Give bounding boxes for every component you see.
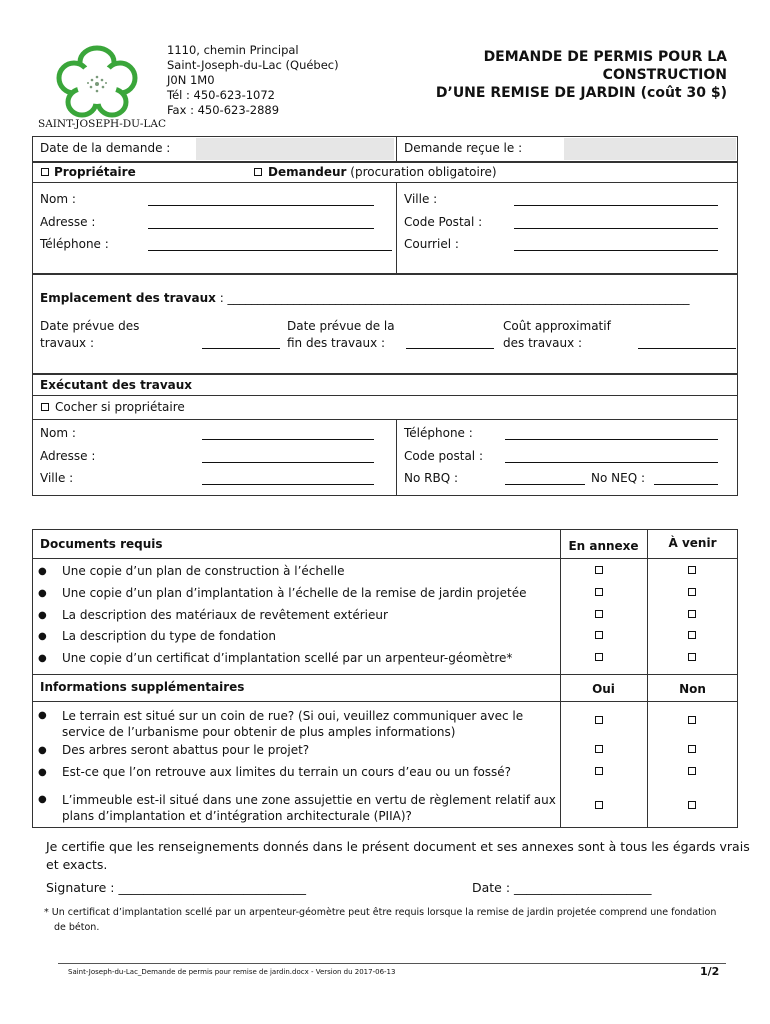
cost-label-line: Coût approximatif — [503, 319, 611, 333]
divider — [32, 419, 738, 420]
address-line: Saint-Joseph-du-Lac (Québec) — [167, 58, 339, 72]
end-date-label-line: fin des travaux : — [287, 336, 386, 350]
footer-divider — [58, 963, 726, 964]
contractor-owner-label: Cocher si propriétaire — [55, 400, 185, 414]
contractor-rbq-label: No RBQ : — [404, 471, 459, 485]
contractor-name-label: Nom : — [40, 426, 76, 440]
signature-field[interactable]: Signature : ______________________________ — [46, 880, 306, 895]
oui-checkbox[interactable] — [595, 745, 603, 753]
venir-checkbox[interactable] — [688, 631, 696, 639]
page-title — [372, 48, 727, 102]
question-line: L’immeuble est-il situé dans une zone assujettie en vertu de règlement relatif aux — [62, 793, 556, 807]
owner-phone-label: Téléphone : — [40, 237, 109, 251]
oui-checkbox[interactable] — [595, 767, 603, 775]
document-item: Une copie d’un certificat d’implantation scellé par un arpenteur-géomètre* — [62, 651, 513, 665]
title-line: D’UNE REMISE DE JARDIN (coût 30 $) — [435, 85, 727, 101]
bullet: ● — [38, 653, 47, 664]
contractor-postal-label: Code postal : — [404, 449, 483, 463]
non-checkbox[interactable] — [688, 716, 696, 724]
contractor-address-field[interactable] — [202, 462, 374, 463]
request-date-field[interactable] — [196, 138, 394, 160]
divider — [32, 701, 738, 702]
divider — [396, 419, 397, 496]
contractor-owner-checkbox[interactable] — [41, 403, 49, 411]
document-item: Une copie d’un plan d’implantation à l’échelle de la remise de jardin projetée — [62, 586, 527, 600]
start-date-field[interactable] — [202, 348, 280, 349]
received-date-field[interactable] — [564, 138, 736, 160]
owner-city-field[interactable] — [514, 205, 718, 206]
document-item: La description des matériaux de revêtement extérieur — [62, 608, 388, 622]
contractor-phone-field[interactable] — [505, 439, 718, 440]
venir-checkbox[interactable] — [688, 566, 696, 574]
annexe-checkbox[interactable] — [595, 653, 603, 661]
location-field: : _____________________________________________________________________________ — [219, 291, 690, 305]
col-a-venir: À venir — [668, 536, 717, 550]
municipality-logo — [52, 44, 142, 120]
address-line: Tél : 450-623-1072 — [167, 88, 275, 102]
bullet: ● — [38, 767, 47, 778]
bullet: ● — [38, 631, 47, 642]
question-item: Est-ce que l’on retrouve aux limites du terrain un cours d’eau ou un fossé? — [62, 765, 512, 779]
bullet: ● — [38, 710, 47, 721]
end-date-field[interactable] — [406, 348, 494, 349]
request-date-label: Date de la demande : — [40, 141, 171, 155]
document-item: La description du type de fondation — [62, 629, 276, 643]
question-item: Des arbres seront abattus pour le projet? — [62, 743, 310, 757]
oui-checkbox[interactable] — [595, 801, 603, 809]
owner-checkbox[interactable] — [41, 168, 49, 176]
question-line: service de l’urbanisme pour obtenir de plus amples informations) — [62, 725, 456, 739]
applicant-note: (procuration obligatoire) — [350, 165, 497, 179]
annexe-checkbox[interactable] — [595, 588, 603, 596]
received-date-label: Demande reçue le : — [404, 141, 523, 155]
owner-email-field[interactable] — [514, 250, 718, 251]
non-checkbox[interactable] — [688, 801, 696, 809]
contractor-heading: Exécutant des travaux — [40, 378, 193, 392]
start-date-label-line: Date prévue des — [40, 319, 140, 333]
footnote — [44, 905, 716, 935]
bullet: ● — [38, 794, 47, 805]
cost-label-line: des travaux : — [503, 336, 583, 350]
owner-name-label: Nom : — [40, 192, 76, 206]
contractor-phone-label: Téléphone : — [404, 426, 473, 440]
annexe-checkbox[interactable] — [595, 610, 603, 618]
col-non: Non — [679, 682, 706, 696]
owner-city-label: Ville : — [404, 192, 438, 206]
contractor-city-field[interactable] — [202, 484, 374, 485]
end-date-label-line: Date prévue de la — [287, 319, 395, 333]
col-oui: Oui — [592, 682, 615, 696]
contractor-neq-field[interactable] — [654, 484, 718, 485]
divider — [32, 558, 738, 559]
contractor-neq-label: No NEQ : — [591, 471, 645, 485]
contractor-name-field[interactable] — [202, 439, 374, 440]
bullet: ● — [38, 588, 47, 599]
footnote-line: * Un certificat d’implantation scellé par un arpenteur-géomètre peut être requis lorsque la remise de jardin projetée comprend une fondation — [44, 907, 717, 918]
col-en-annexe: En annexe — [568, 539, 639, 553]
owner-name-field[interactable] — [148, 205, 374, 206]
divider — [647, 529, 648, 828]
question-item — [62, 792, 556, 824]
title-line: DEMANDE DE PERMIS POUR LA CONSTRUCTION — [483, 49, 727, 83]
documents-heading: Documents requis — [40, 537, 163, 551]
location-row[interactable] — [40, 291, 690, 305]
cost-field[interactable] — [638, 348, 736, 349]
venir-checkbox[interactable] — [688, 610, 696, 618]
annexe-checkbox[interactable] — [595, 631, 603, 639]
contractor-city-label: Ville : — [40, 471, 74, 485]
venir-checkbox[interactable] — [688, 653, 696, 661]
certification-line: Je certifie que les renseignements donnés dans le présent document et ses annexes sont à tous les égards vrais — [46, 839, 750, 854]
signature-date-field[interactable]: Date : ______________________ — [472, 880, 652, 895]
non-checkbox[interactable] — [688, 767, 696, 775]
owner-address-field[interactable] — [148, 228, 374, 229]
contractor-rbq-field[interactable] — [505, 484, 585, 485]
certification-text — [46, 838, 750, 874]
divider — [396, 136, 397, 162]
bullet: ● — [38, 566, 47, 577]
question-item — [62, 708, 523, 740]
start-date-label — [40, 318, 139, 352]
location-label: Emplacement des travaux — [40, 291, 216, 305]
divider — [560, 529, 561, 828]
applicant-checkbox[interactable] — [254, 168, 262, 176]
divider — [32, 182, 738, 183]
address-line: 1110, chemin Principal — [167, 43, 299, 57]
owner-phone-field[interactable] — [148, 250, 392, 251]
owner-address-label: Adresse : — [40, 215, 96, 229]
page-number: 1/2 — [700, 965, 720, 978]
question-line: plans d’implantation et d’intégration architecturale (PIIA)? — [62, 809, 412, 823]
flower-logo-icon — [52, 44, 142, 120]
venir-checkbox[interactable] — [688, 588, 696, 596]
annexe-checkbox[interactable] — [595, 566, 603, 574]
owner-label: Propriétaire — [54, 165, 136, 179]
applicant-label: Demandeur — [268, 165, 347, 179]
cost-label — [503, 318, 611, 352]
divider — [32, 674, 738, 675]
owner-postal-label: Code Postal : — [404, 215, 483, 229]
applicant-label-group — [268, 165, 497, 179]
address-line: J0N 1M0 — [167, 73, 215, 87]
owner-postal-field[interactable] — [514, 228, 718, 229]
question-line: Le terrain est situé sur un coin de rue? (Si oui, veuillez communiquer avec le — [62, 709, 524, 723]
start-date-label-line: travaux : — [40, 336, 95, 350]
divider — [32, 395, 738, 396]
footer-file: Saint-Joseph-du-Lac_Demande de permis pour remise de jardin.docx - Version du 2017-06-13 — [68, 968, 396, 976]
bullet: ● — [38, 745, 47, 756]
document-item: Une copie d’un plan de construction à l’échelle — [62, 564, 345, 578]
additional-heading: Informations supplémentaires — [40, 680, 245, 694]
address-block — [167, 43, 339, 118]
owner-email-label: Courriel : — [404, 237, 459, 251]
end-date-label — [287, 318, 395, 352]
org-name: SAINT-JOSEPH-DU-LAC — [38, 118, 166, 130]
bullet: ● — [38, 610, 47, 621]
contractor-postal-field[interactable] — [505, 462, 718, 463]
footnote-line: de béton. — [54, 922, 100, 933]
oui-checkbox[interactable] — [595, 716, 603, 724]
address-line: Fax : 450-623-2889 — [167, 103, 280, 117]
divider — [396, 182, 397, 274]
contractor-address-label: Adresse : — [40, 449, 96, 463]
non-checkbox[interactable] — [688, 745, 696, 753]
certification-line: et exacts. — [46, 857, 108, 872]
